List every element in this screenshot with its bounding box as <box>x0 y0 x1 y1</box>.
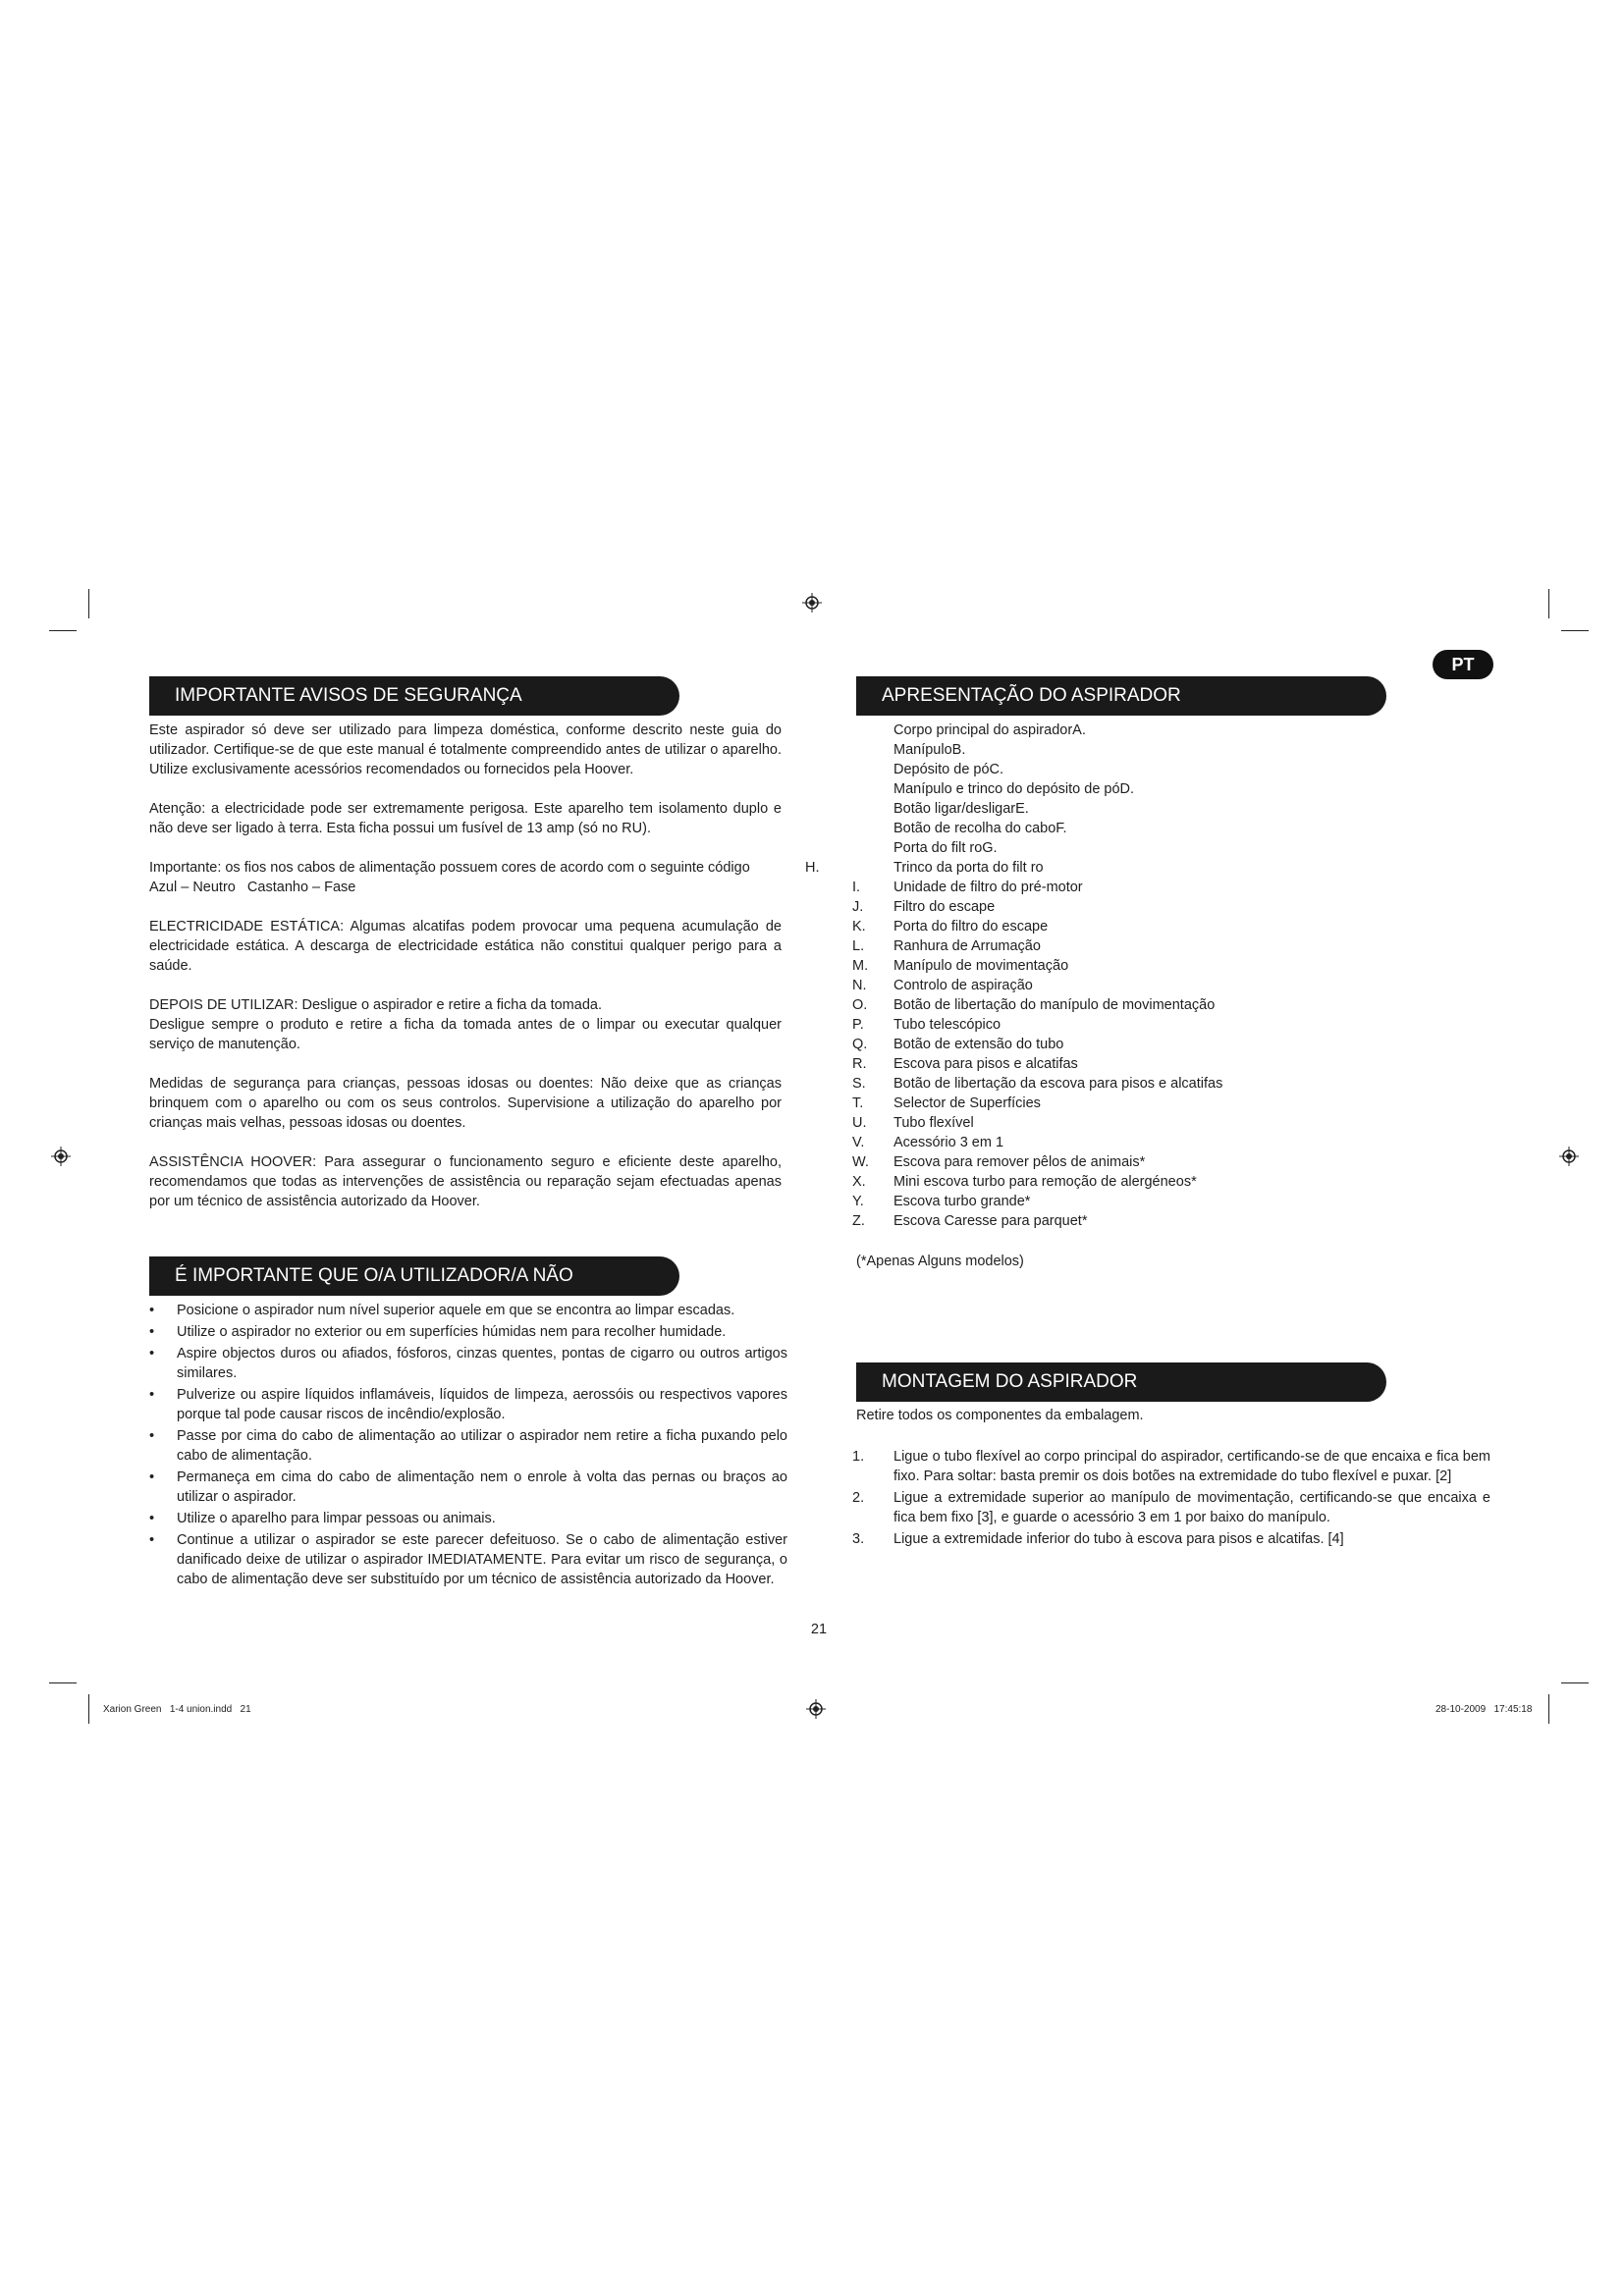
part-description: Escova para remover pêlos de animais* <box>893 1154 1146 1170</box>
part-description: Tubo flexível <box>893 1115 974 1131</box>
part-letter: P. <box>852 1017 864 1033</box>
safety-paragraph-static: ELECTRICIDADE ESTÁTICA: Algumas alcatifas podem provocar uma pequena acumulação de electricidade estática. A descarga de electricidade estática não constitui qualquer perigo para a saúde. <box>149 919 782 974</box>
part-description: Selector de Superfícies <box>893 1095 1041 1111</box>
part-description: Manípulo e trinco do depósito de póD. <box>893 781 1135 797</box>
part-letter: K. <box>852 919 866 934</box>
part-description: Controlo de aspiração <box>893 978 1033 993</box>
part-description: Depósito de póC. <box>893 762 1004 777</box>
must-not-heading: É IMPORTANTE QUE O/A UTILIZADOR/A NÃO <box>149 1256 679 1296</box>
part-letter: Q. <box>852 1037 868 1052</box>
part-description: Trinco da porta do filt ro <box>893 860 1044 876</box>
part-description: Mini escova turbo para remoção de alergéneos* <box>893 1174 1197 1190</box>
language-badge: PT <box>1433 650 1493 679</box>
part-description: Unidade de filtro do pré-motor <box>893 880 1083 895</box>
part-letter: H. <box>805 860 820 876</box>
list-item: • Utilize o aparelho para limpar pessoas ou animais. <box>149 1509 787 1528</box>
crop-mark-top-right-vertical <box>1548 589 1549 618</box>
registration-mark-icon <box>802 593 822 613</box>
registration-mark-icon <box>51 1147 71 1166</box>
step-text: Ligue a extremidade inferior do tubo à escova para pisos e alcatifas. [4] <box>893 1531 1344 1547</box>
safety-paragraph-wires: Importante: os fios nos cabos de alimentação possuem cores de acordo com o seguinte código <box>149 860 750 876</box>
slug-file-info: Xarion Green 1-4 union.indd 21 <box>103 1704 251 1715</box>
part-letter: L. <box>852 938 865 954</box>
crop-mark-top-left-vertical <box>88 589 89 618</box>
parts-note: (*Apenas Alguns modelos) <box>856 1254 1024 1269</box>
part-letter: V. <box>852 1135 865 1150</box>
part-description: ManípuloB. <box>893 742 966 758</box>
list-item: • Permaneça em cima do cabo de alimentação nem o enrole à volta das pernas ou braços ao utilizar o aspirador. <box>149 1468 787 1507</box>
assembly-heading: MONTAGEM DO ASPIRADOR <box>856 1362 1386 1402</box>
part-description: Porta do filt roG. <box>893 840 998 856</box>
safety-heading: IMPORTANTE AVISOS DE SEGURANÇA <box>149 676 679 716</box>
list-item: • Continue a utilizar o aspirador se este parecer defeituoso. Se o cabo de alimentação estiver danificado deixe de utilizar o aspirador IMEDIATAMENTE. Para evitar um risco de segurança, o cabo de alimentação deve ser substituído por um técnico de assistência autorizado da Hoover. <box>149 1530 787 1589</box>
must-not-list <box>149 1301 787 1591</box>
part-letter: Y. <box>852 1194 864 1209</box>
part-letter: W. <box>852 1154 869 1170</box>
part-letter: M. <box>852 958 869 974</box>
part-description: Filtro do escape <box>893 899 996 915</box>
part-letter: R. <box>852 1056 867 1072</box>
assembly-steps <box>852 1447 1490 1551</box>
list-item: • Utilize o aspirador no exterior ou em superfícies húmidas nem para recolher humidade. <box>149 1322 787 1342</box>
crop-mark-top-right-horizontal <box>1561 630 1589 631</box>
step-number: 1. <box>852 1449 865 1465</box>
list-item: • Pulverize ou aspire líquidos inflamáveis, líquidos de limpeza, aerossóis ou respectivos vapores porque tal pode causar riscos de incêndio/explosão. <box>149 1385 787 1424</box>
safety-paragraph-after-use: DEPOIS DE UTILIZAR: Desligue o aspirador e retire a ficha da tomada. <box>149 997 602 1013</box>
part-description: Botão de extensão do tubo <box>893 1037 1064 1052</box>
safety-paragraph-intro: Este aspirador só deve ser utilizado para limpeza doméstica, conforme descrito neste guia do utilizador. Certifique-se de que este manual é totalmente compreendido antes de utilizar o aparelho. Utilize exclusivamente acessórios recomendados ou fornecidos pela Hoover. <box>149 722 782 777</box>
list-item <box>852 1447 1490 1486</box>
list-item <box>852 1529 1490 1549</box>
page-number: 21 <box>810 1622 828 1637</box>
crop-mark-bottom-right-horizontal <box>1561 1682 1589 1683</box>
part-letter: N. <box>852 978 867 993</box>
part-letter: Z. <box>852 1213 865 1229</box>
part-description: Acessório 3 em 1 <box>893 1135 1004 1150</box>
safety-paragraph-wire-colours: Azul – Neutro Castanho – Fase <box>149 880 356 895</box>
part-letter: I. <box>852 880 861 895</box>
part-description: Ranhura de Arrumação <box>893 938 1041 954</box>
part-description: Botão de libertação do manípulo de movimentação <box>893 997 1216 1013</box>
assembly-intro: Retire todos os componentes da embalagem. <box>856 1408 1144 1423</box>
part-description: Escova Caresse para parquet* <box>893 1213 1088 1229</box>
list-item: • Aspire objectos duros ou afiados, fósforos, cinzas quentes, pontas de cigarro ou outros artigos similares. <box>149 1344 787 1383</box>
part-letter: J. <box>852 899 864 915</box>
part-letter: S. <box>852 1076 866 1092</box>
step-text: Ligue o tubo flexível ao corpo principal do aspirador, certificando-se de que encaixa e fica bem fixo. Para soltar: basta premir os dois botões na extremidade do tubo flexível e puxar. [2] <box>893 1449 1490 1484</box>
part-letter: X. <box>852 1174 866 1190</box>
crop-mark-bottom-right-vertical <box>1548 1694 1549 1724</box>
registration-mark-icon <box>1559 1147 1579 1166</box>
part-description: Escova para pisos e alcatifas <box>893 1056 1078 1072</box>
part-description: Escova turbo grande* <box>893 1194 1031 1209</box>
safety-paragraph-children: Medidas de segurança para crianças, pessoas idosas ou doentes: Não deixe que as crianças brinquem com o aparelho ou com os seus controlos. Supervisione a utilização do aparelho por crianças mais velhas, pessoas idosas ou doentes. <box>149 1076 782 1131</box>
crop-mark-bottom-left-vertical <box>88 1694 89 1724</box>
safety-paragraph-electricity: Atenção: a electricidade pode ser extremamente perigosa. Este aparelho tem isolamento duplo e não deve ser ligado à terra. Esta ficha possui um fusível de 13 amp (só no RU). <box>149 801 782 836</box>
list-item: • Posicione o aspirador num nível superior aquele em que se encontra ao limpar escadas. <box>149 1301 787 1320</box>
part-letter: U. <box>852 1115 867 1131</box>
presentation-heading: APRESENTAÇÃO DO ASPIRADOR <box>856 676 1386 716</box>
list-item: • Passe por cima do cabo de alimentação ao utilizar o aspirador nem retire a ficha puxando pelo cabo de alimentação. <box>149 1426 787 1466</box>
part-description: Tubo telescópico <box>893 1017 1001 1033</box>
part-letter: O. <box>852 997 868 1013</box>
part-description: Botão de recolha do caboF. <box>893 821 1067 836</box>
part-description: Botão de libertação da escova para pisos e alcatifas <box>893 1076 1223 1092</box>
step-number: 2. <box>852 1490 865 1506</box>
crop-mark-bottom-left-horizontal <box>49 1682 77 1683</box>
part-description: Botão ligar/desligarE. <box>893 801 1029 817</box>
step-number: 3. <box>852 1531 865 1547</box>
list-item <box>852 1488 1490 1527</box>
registration-mark-icon <box>806 1699 826 1719</box>
slug-timestamp: 28-10-2009 17:45:18 <box>1435 1704 1533 1715</box>
part-description: Manípulo de movimentação <box>893 958 1069 974</box>
crop-mark-top-left-horizontal <box>49 630 77 631</box>
part-description: Corpo principal do aspiradorA. <box>893 722 1086 738</box>
step-text: Ligue a extremidade superior ao manípulo de movimentação, certificando-se que encaixa e fica bem fixo [3], e guarde o acessório 3 em 1 por baixo do manípulo. <box>893 1490 1490 1525</box>
safety-paragraph-unplug: Desligue sempre o produto e retire a ficha da tomada antes de o limpar ou executar qualquer serviço de manutenção. <box>149 1017 782 1052</box>
safety-text <box>149 721 782 1231</box>
part-letter: T. <box>852 1095 864 1111</box>
part-description: Porta do filtro do escape <box>893 919 1049 934</box>
safety-paragraph-service: ASSISTÊNCIA HOOVER: Para assegurar o funcionamento seguro e eficiente deste aparelho, recomendamos que todas as intervenções de assistência ou reparação sejam efectuadas apenas por um técnico de assistência autorizado da Hoover. <box>149 1154 782 1209</box>
